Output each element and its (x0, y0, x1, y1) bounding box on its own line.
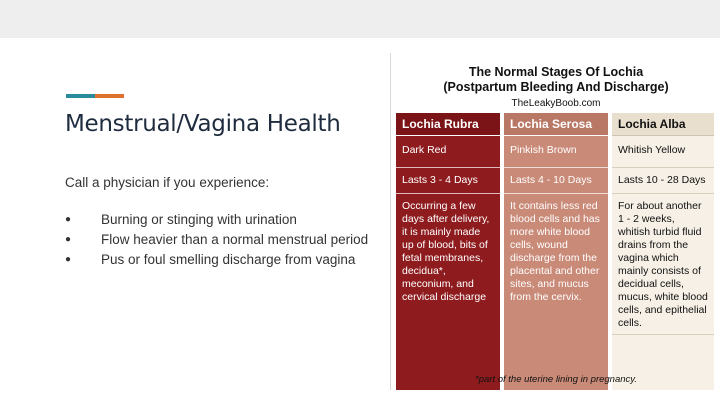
column-lochia-rubra (396, 113, 500, 390)
accent-bar-orange (95, 94, 124, 98)
column-duration: Lasts 4 - 10 Days (504, 168, 608, 194)
bullet-icon: ● (65, 254, 72, 265)
bullet-item (65, 250, 368, 270)
chart-source: TheLeakyBoob.com (511, 98, 601, 109)
column-description: For about another 1 - 2 weeks, whitish turbid fluid drains from the vagina which mainly consists of decidual cells, mucus, white blood cells, and epithelial cells. (612, 194, 714, 335)
column-color: Dark Red (396, 136, 500, 168)
chart-title (391, 65, 720, 95)
slide-title: Menstrual/Vagina Health (65, 111, 341, 137)
column-header: Lochia Serosa (504, 113, 608, 136)
bullet-icon: ● (65, 234, 72, 245)
bullet-icon: ● (65, 214, 72, 225)
bullet-text: Flow heavier than a normal menstrual period (101, 232, 369, 247)
chart-title-line2: (Postpartum Bleeding And Discharge) (443, 80, 669, 94)
column-color: Whitish Yellow (612, 136, 714, 168)
bullet-text: Burning or stinging with urination (101, 212, 297, 227)
column-lochia-serosa (504, 113, 608, 390)
chart-title-line1: The Normal Stages Of Lochia (468, 65, 644, 79)
bullet-item (65, 230, 368, 250)
bullet-list (65, 210, 368, 270)
top-band (0, 0, 720, 38)
column-description: Occurring a few days after delivery, it is mainly made up of blood, bits of fetal membranes, decidua*, meconium, and cervical discharge (402, 200, 490, 303)
column-lochia-alba (612, 113, 714, 390)
column-duration: Lasts 10 - 28 Days (612, 168, 714, 194)
bullet-item (65, 210, 368, 230)
column-duration: Lasts 3 - 4 Days (396, 168, 500, 194)
column-header: Lochia Rubra (396, 113, 500, 136)
column-color: Pinkish Brown (504, 136, 608, 168)
chart-footnote: *part of the uterine lining in pregnancy. (475, 374, 637, 385)
intro-text: Call a physician if you experience: (65, 175, 270, 190)
column-description: It contains less red blood cells and has more white blood cells, wound discharge from the placental and other sites, and mucus from the cervix. (510, 200, 600, 303)
lochia-stages-image (390, 53, 720, 390)
column-header: Lochia Alba (612, 113, 714, 136)
accent-bar-teal (66, 94, 95, 98)
bullet-text: Pus or foul smelling discharge from vagina (101, 252, 356, 267)
